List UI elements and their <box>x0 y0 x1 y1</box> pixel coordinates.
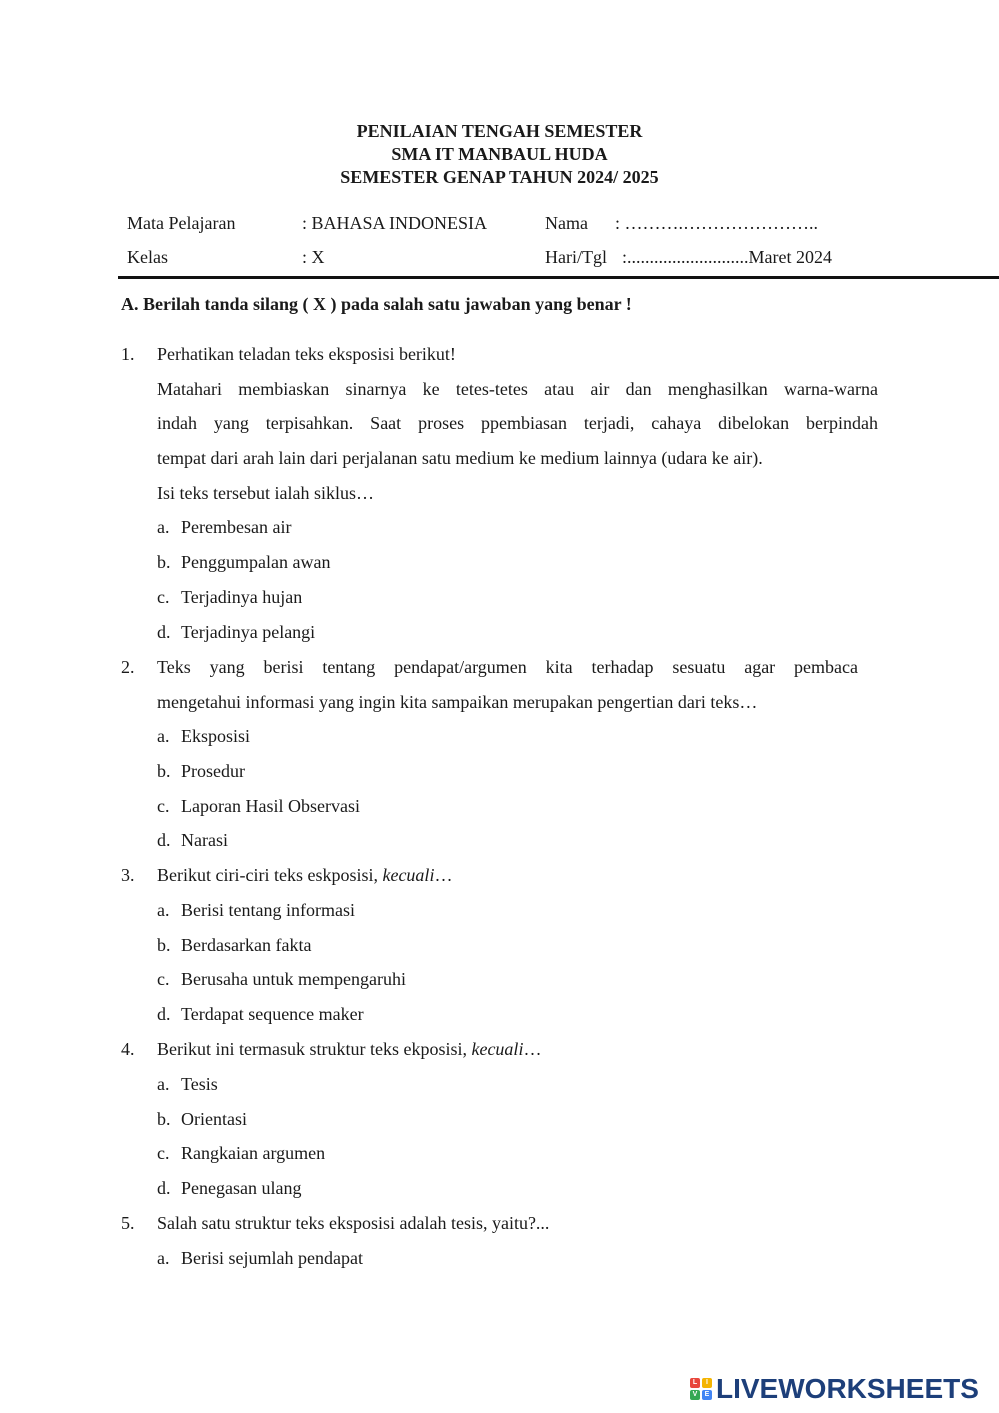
option-text[interactable]: Berisi sejumlah pendapat <box>181 1248 363 1268</box>
date-label: Hari/Tgl <box>545 247 607 267</box>
option-text[interactable]: Perembesan air <box>181 517 292 537</box>
question-number: 2. <box>121 657 135 677</box>
school-name: SMA IT MANBAUL HUDA <box>391 144 608 164</box>
option-text[interactable]: Penegasan ulang <box>181 1178 302 1198</box>
option-letter[interactable]: a. <box>157 1074 170 1094</box>
passage-line: tempat dari arah lain dari perjalanan satu medium ke medium lainnya (udara ke air). <box>157 448 763 468</box>
option-letter[interactable]: c. <box>157 796 170 816</box>
option-text[interactable]: Prosedur <box>181 761 245 781</box>
option-letter[interactable]: d. <box>157 1004 171 1024</box>
question-stem: Berikut ini termasuk struktur teks ekposisi, <box>157 1039 472 1059</box>
option-letter[interactable]: a. <box>157 1248 170 1268</box>
name-label: Nama <box>545 213 588 233</box>
option-letter[interactable]: b. <box>157 1109 171 1129</box>
question-text: Salah satu struktur teks eksposisi adalah tesis, yaitu?... <box>157 1213 550 1233</box>
exam-title: PENILAIAN TENGAH SEMESTER <box>356 121 643 141</box>
logo-cell: V <box>690 1390 700 1400</box>
option-text[interactable]: Terjadinya hujan <box>181 587 303 607</box>
option-text[interactable]: Rangkaian argumen <box>181 1143 326 1163</box>
option-text[interactable]: Berdasarkan fakta <box>181 935 312 955</box>
class-label: Kelas <box>127 247 168 267</box>
question-emphasis: kecuali <box>382 865 435 885</box>
subject-label: Mata Pelajaran <box>127 213 236 233</box>
option-text[interactable]: Terjadinya pelangi <box>181 622 316 642</box>
name-field[interactable]: : ……….………………….. <box>615 213 819 233</box>
logo-grid-icon <box>690 1378 712 1400</box>
option-text[interactable]: Narasi <box>181 830 228 850</box>
logo-text: LIVEWORKSHEETS <box>716 1373 979 1404</box>
passage-line: Matahari membiaskan sinarnya ke tetes-tetes atau air dan menghasilkan warna-warna <box>157 379 878 399</box>
option-letter[interactable]: a. <box>157 517 170 537</box>
subject-value: : BAHASA INDONESIA <box>302 213 488 233</box>
passage-line: indah yang terpisahkan. Saat proses ppembiasan terjadi, cahaya dibelokan berpindah <box>157 413 878 433</box>
section-instruction: A. Berilah tanda silang ( X ) pada salah satu jawaban yang benar ! <box>121 294 632 314</box>
option-letter[interactable]: d. <box>157 1178 171 1198</box>
class-value: : X <box>302 247 325 267</box>
option-letter[interactable]: c. <box>157 969 170 989</box>
question-number: 3. <box>121 865 135 885</box>
question-suffix: … <box>434 865 453 885</box>
question-prompt: Isi teks tersebut ialah siklus… <box>157 483 374 503</box>
liveworksheets-logo <box>690 1374 979 1404</box>
option-text[interactable]: Orientasi <box>181 1109 247 1129</box>
logo-cell: I <box>702 1378 712 1388</box>
question-number: 1. <box>121 344 135 364</box>
option-letter[interactable]: d. <box>157 622 171 642</box>
option-letter[interactable]: b. <box>157 761 171 781</box>
option-letter[interactable]: c. <box>157 1143 170 1163</box>
question-stem: Berikut ciri-ciri teks eskposisi, <box>157 865 383 885</box>
logo-cell: L <box>690 1378 700 1388</box>
question-text <box>157 865 452 886</box>
question-text <box>157 1039 541 1060</box>
header-divider <box>118 276 999 279</box>
option-text[interactable]: Berisi tentang informasi <box>181 900 355 920</box>
option-letter[interactable]: b. <box>157 552 171 572</box>
date-field[interactable]: :...........................Maret 2024 <box>622 247 832 267</box>
option-letter[interactable]: a. <box>157 726 170 746</box>
option-text[interactable]: Tesis <box>181 1074 218 1094</box>
question-text: mengetahui informasi yang ingin kita sampaikan merupakan pengertian dari teks… <box>157 692 758 712</box>
option-text[interactable]: Laporan Hasil Observasi <box>181 796 360 816</box>
option-letter[interactable]: c. <box>157 587 170 607</box>
question-emphasis: kecuali <box>471 1039 524 1059</box>
question-intro: Perhatikan teladan teks eksposisi berikut! <box>157 344 456 364</box>
option-text[interactable]: Terdapat sequence maker <box>181 1004 364 1024</box>
option-text[interactable]: Penggumpalan awan <box>181 552 331 572</box>
option-text[interactable]: Berusaha untuk mempengaruhi <box>181 969 406 989</box>
option-text[interactable]: Eksposisi <box>181 726 251 746</box>
question-number: 5. <box>121 1213 135 1233</box>
question-text: Teks yang berisi tentang pendapat/argumen kita terhadap sesuatu agar pembaca <box>157 657 858 677</box>
logo-cell: E <box>702 1390 712 1400</box>
option-letter[interactable]: a. <box>157 900 170 920</box>
option-letter[interactable]: d. <box>157 830 171 850</box>
semester-title: SEMESTER GENAP TAHUN 2024/ 2025 <box>340 167 659 187</box>
question-number: 4. <box>121 1039 135 1059</box>
option-letter[interactable]: b. <box>157 935 171 955</box>
question-suffix: … <box>523 1039 542 1059</box>
